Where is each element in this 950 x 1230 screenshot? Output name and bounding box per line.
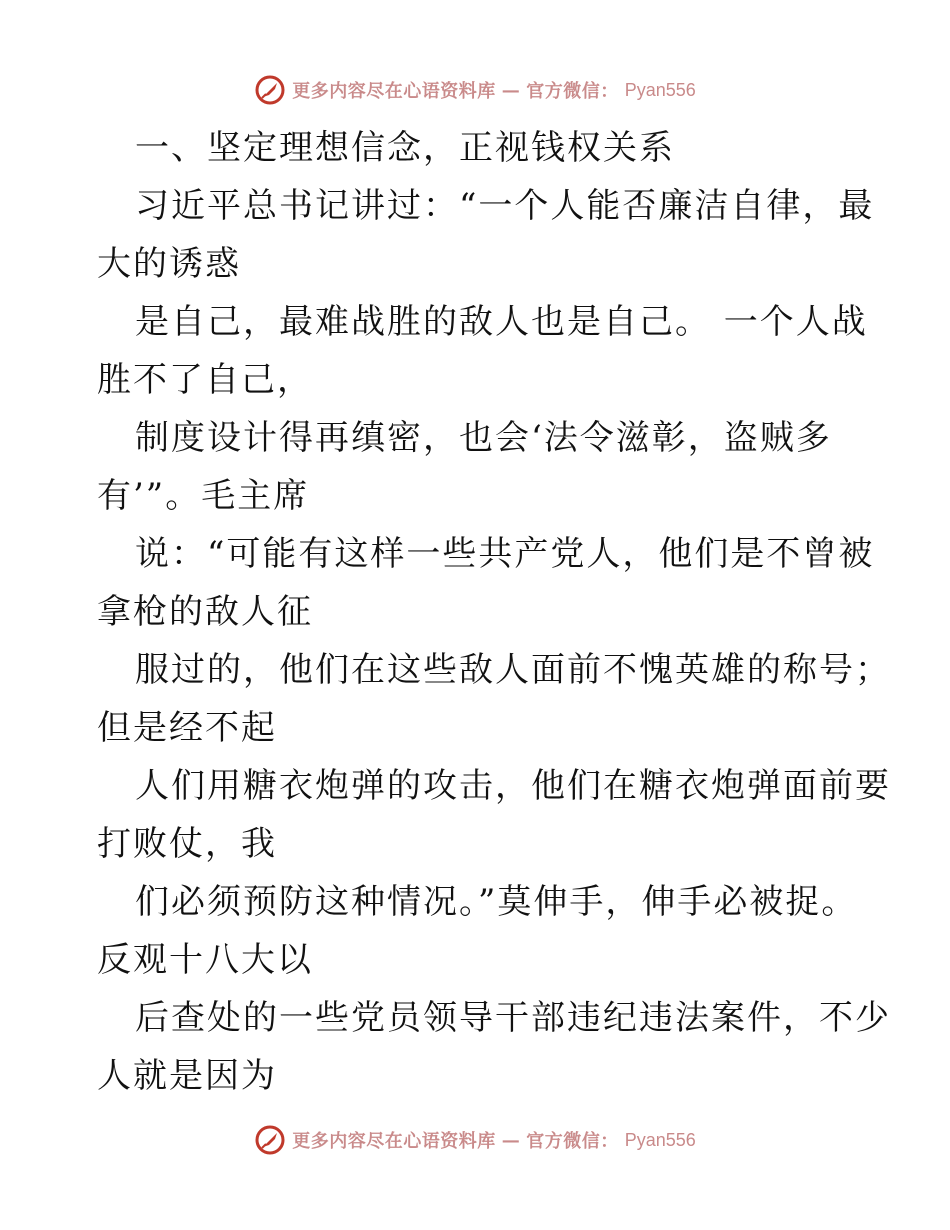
text-line: 习近平总书记讲过：“一个人能否廉洁自律，最: [135, 186, 875, 226]
text-line: 大的诱惑: [97, 244, 241, 284]
text-line: 制度设计得再缜密，也会‘法令滋彰，盗贼多: [135, 418, 832, 458]
quill-logo-icon: [254, 1124, 286, 1156]
text-line: 拿枪的敌人征: [97, 592, 313, 632]
text-line: 打败仗，我: [97, 824, 277, 864]
text-line: 胜不了自己，: [97, 360, 313, 400]
header-watermark: [0, 70, 950, 110]
watermark-dash: —: [501, 1129, 521, 1151]
text-line: 后查处的一些党员领导干部违纪违法案件，不少: [135, 998, 891, 1038]
text-line: 人们用糖衣炮弹的攻击，他们在糖衣炮弹面前要: [135, 766, 891, 806]
text-line: 是自己，最难战胜的敌人也是自己。 一个人战: [135, 302, 868, 342]
text-line: 反观十八大以: [97, 940, 313, 980]
text-line: 人就是因为: [97, 1056, 277, 1096]
text-line: 服过的，他们在这些敌人面前不愧英雄的称号；: [135, 650, 891, 690]
text-line: 说：“可能有这样一些共产党人，他们是不曾被: [135, 534, 875, 574]
footer-watermark: [0, 1120, 950, 1160]
watermark-text: 更多内容尽在心语资料库: [292, 81, 496, 102]
watermark-wechat-id: Pyan556: [624, 1129, 696, 1150]
watermark-wechat-label: 官方微信：: [526, 1131, 619, 1152]
text-line: 但是经不起: [97, 708, 277, 748]
watermark-wechat-id: Pyan556: [624, 79, 696, 100]
text-line: 有’”。毛主席: [97, 476, 310, 516]
watermark-dash: —: [501, 79, 521, 101]
quill-logo-icon: [254, 74, 286, 106]
watermark-text: 更多内容尽在心语资料库: [292, 1131, 496, 1152]
text-line: 们必须预防这种情况。”莫伸手，伸手必被捉。: [135, 882, 858, 922]
watermark-wechat-label: 官方微信：: [526, 81, 619, 102]
paragraph-heading: 一、坚定理想信念，正视钱权关系: [135, 128, 675, 168]
